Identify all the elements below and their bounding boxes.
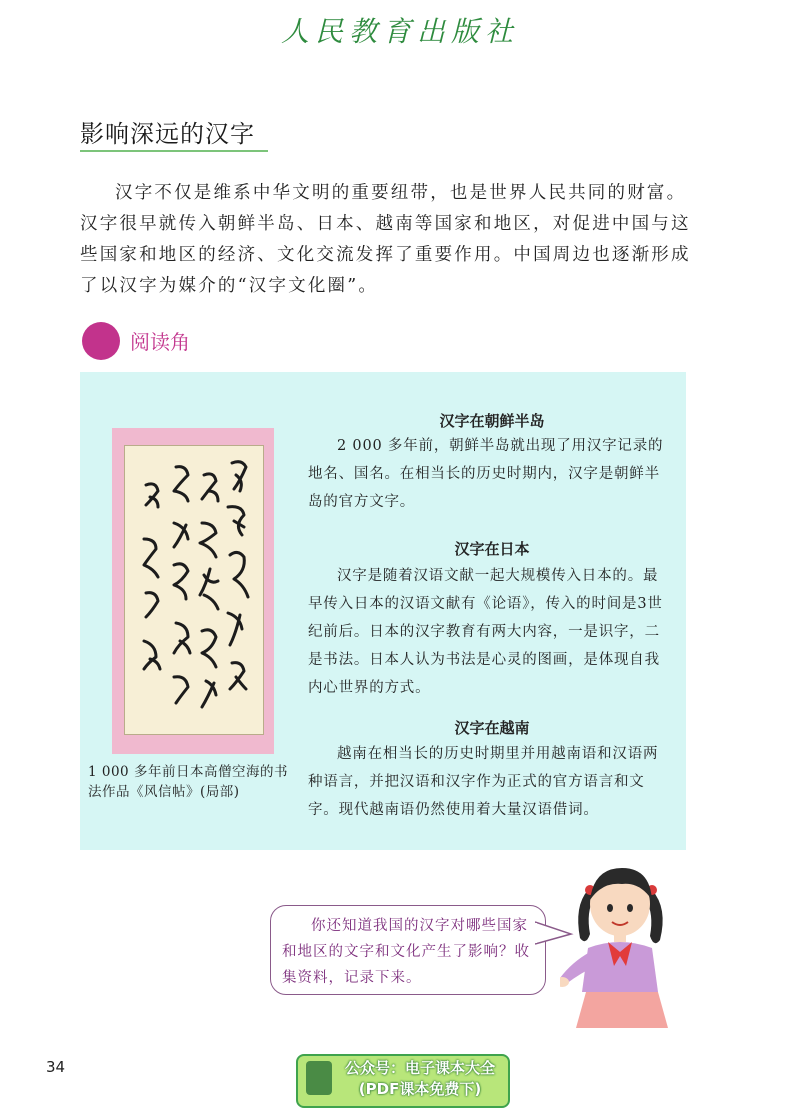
article-heading-korea: 汉字在朝鲜半岛 xyxy=(439,412,545,430)
calligraphy-image xyxy=(124,445,262,733)
watermark-line-2: (PDF课本免费下) xyxy=(358,1080,482,1098)
page-number: 34 xyxy=(46,1058,66,1076)
article-heading-japan: 汉字在日本 xyxy=(454,540,530,558)
article-body-korea: 2 000 多年前，朝鲜半岛就出现了用汉字记录的地名、国名。在相当长的历史时期内，汉字是朝鲜半岛的官方文字。 xyxy=(308,438,664,510)
article-heading-vietnam: 汉字在越南 xyxy=(454,719,530,737)
article-body-vietnam: 越南在相当长的历史时期里并用越南语和汉语两种语言，并把汉语和汉字作为正式的官方语言和文字。现代越南语仍然使用着大量汉语借词。 xyxy=(308,746,659,818)
reading-corner-label: 阅读角 xyxy=(130,330,190,354)
section-title: 影响深远的汉字 xyxy=(80,120,255,148)
student-girl-illustration xyxy=(560,860,690,1030)
article-body-japan: 汉字是随着汉语文献一起大规模传入日本的。最早传入日本的汉语文献有《论语》，传入的时间是3世纪前后。日本的汉字教育有两大内容，一是识字，二是书法。日本人认为书法是心灵的图画，是体现自我内心世界的方式。 xyxy=(308,568,663,696)
reading-corner-dot-icon xyxy=(82,322,120,360)
publisher-logo: 人民教育出版社 xyxy=(280,15,519,48)
question-prompt-text: 你还知道我国的汉字对哪些国家和地区的文字和文化产生了影响？收集资料，记录下来。 xyxy=(282,918,530,986)
section-title-underline xyxy=(80,150,268,152)
watermark-line-1: 公众号：电子课本大全 xyxy=(344,1059,495,1077)
calligraphy-caption: 1 000 多年前日本高僧空海的书法作品《风信帖》(局部) xyxy=(88,764,288,800)
book-icon xyxy=(306,1061,332,1095)
intro-paragraph: 汉字不仅是维系中华文明的重要纽带，也是世界人民共同的财富。汉字很早就传入朝鲜半岛、日本、越南等国家和地区，对促进中国与这些国家和地区的经济、文化交流发挥了重要作用。中国周边也逐渐形成了以汉字为媒介的“汉字文化圈”。 xyxy=(80,183,691,296)
